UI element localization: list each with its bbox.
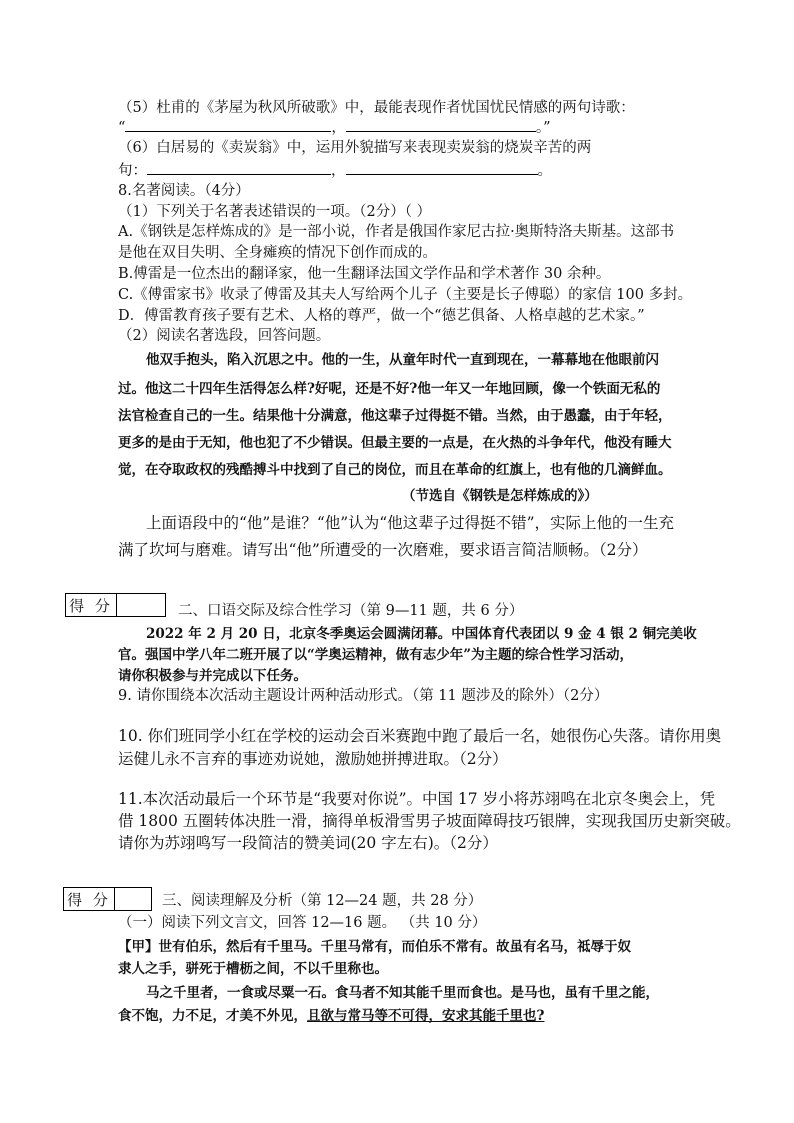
jia-line3: 马之千里者，一食或尽粟一石。食马者不知其能千里而食也。是马也，虽有千里之能，: [146, 985, 659, 1001]
q8-option-d: D．傅雷教育孩子要有艺术、人格的尊严，做一个“德艺俱备、人格卓越的艺术家。”: [118, 308, 645, 324]
q8-sub2: （2）阅读名著选段，回答问题。: [118, 328, 331, 344]
q8-sub1: （1）下列关于名著表述错误的一项。（2分）（ ）: [118, 204, 432, 220]
q6-stem: （6）白居易的《卖炭翁》中，运用外貌描写来表现卖炭翁的烧炭辛苦的两: [118, 140, 592, 156]
passage-line: 法官检查自己的一生。结果他十分满意，他这辈子过得挺不错。当然，由于愚蠢，由于年轻，: [118, 408, 672, 424]
q8-question-line1: 上面语段中的“他”是谁？“他”认为“他这辈子过得挺不错”，实际上他的一生充: [146, 514, 675, 532]
q5-answer-line: [118, 117, 551, 138]
section2-intro-line3: 请你积极参与并完成以下任务。: [118, 668, 307, 684]
score-box-section3: [63, 887, 152, 911]
score-label: 得 分: [66, 594, 117, 616]
q6-comma: ，: [331, 163, 346, 179]
q6-blank-1[interactable]: [147, 160, 331, 175]
q6-blank-2[interactable]: [346, 160, 538, 175]
q9-text: 9. 请你围绕本次活动主题设计两种活动形式。（第 11 题涉及的除外）（2分）: [118, 688, 609, 704]
q5-blank-1[interactable]: [125, 117, 331, 132]
q5-close: 。”: [535, 120, 551, 136]
section3-title: 三、阅读理解及分析（第 12—24 题，共 28 分）: [162, 893, 483, 909]
q8-question-line2: 满了坎坷与磨难。请写出“他”所遭受的一次磨难，要求语言简洁顺畅。（2分）: [118, 541, 648, 559]
passage-line: 更多的是由于无知，他也犯了不少错误。但最主要的一点是，在火热的斗争年代，他没有睡大: [118, 435, 672, 451]
q8-option-a-line1: A.《钢铁是怎样炼成的》是一部小说，作者是俄国作家尼古拉·奥斯特洛夫斯基。这部书: [118, 224, 675, 240]
q8-option-c: C.《傅雷家书》收录了傅雷及其夫人写给两个儿子（主要是长子傅聪）的家信 100 多封。: [118, 287, 693, 303]
section2-title: 二、口语交际及综合性学习（第 9—11 题，共 6 分）: [178, 603, 524, 619]
passage-line: 他双手抱头，陷入沉思之中。他的一生，从童年时代一直到现在，一幕幕地在他眼前闪: [146, 352, 659, 368]
q5-blank-2[interactable]: [346, 117, 536, 132]
q8-title: 8.名著阅读。（4分）: [118, 183, 250, 199]
score-value-cell[interactable]: [117, 594, 165, 616]
q6-answer-line: [118, 160, 552, 181]
passage-line: 过。他这二十四年生活得怎么样?好呢，还是不好?他一年又一年地回顾，像一个铁面无私的: [118, 381, 661, 397]
q11-line2: 借 1800 五圈转体决胜一滑，摘得单板滑雪男子坡面障碍技巧银牌，实现我国历史新突破。: [118, 812, 741, 830]
score-box-section2: [65, 593, 166, 617]
section2-intro-line1: 2022 年 2 月 20 日，北京冬季奥运会圆满闭幕。中国体育代表团以 9 金 4 银 2 铜完美收: [146, 626, 697, 642]
q10-line1: 10. 你们班同学小红在学校的运动会百米赛跑中跑了最后一名，她很伤心失落。请你用奥: [118, 727, 722, 745]
passage-source: （节选自《钢铁是怎样炼成的》）: [402, 488, 598, 504]
q5-open-quote: “: [118, 120, 126, 136]
q8-option-b: B.傅雷是一位杰出的翻译家，他一生翻译法国文学作品和学术著作 30 余种。: [118, 266, 611, 282]
section2-intro-line2: 官。强国中学八年二班开展了以“学奥运精神，做有志少年”为主题的综合性学习活动，: [118, 647, 634, 663]
jia-line1: 【甲】世有伯乐，然后有千里马。千里马常有，而伯乐不常有。故虽有名马，祗辱于奴: [118, 939, 631, 955]
q11-line1: 11.本次活动最后一个环节是“我要对你说”。中国 17 岁小将苏翊鸣在北京冬奥会上，凭: [118, 790, 716, 808]
q6-cont: 句：: [118, 163, 147, 179]
section3-sub1: （一）阅读下列文言文，回答 12—16 题。 （共 10 分）: [118, 915, 487, 931]
jia-line2: 隶人之手，骈死于槽枥之间，不以千里称也。: [118, 961, 388, 977]
jia-line4-underlined: 且欲与常马等不可得，安求其能千里也?: [307, 1008, 545, 1024]
jia-line4-text: 食不饱，力不足，才美不外见，: [118, 1008, 307, 1024]
passage-line: 觉，在夺取政权的残酷搏斗中找到了自己的岗位，而且在革命的红旗上，也有他的几滴鲜血。: [118, 462, 672, 478]
score-value-cell[interactable]: [115, 888, 151, 910]
q8-option-a-line2: 是他在双目失明、全身瘫痪的情况下创作而成的。: [118, 245, 437, 261]
q11-line3: 请你为苏翊鸣写一段简洁的赞美词(20 字左右)。（2分）: [118, 834, 498, 852]
score-label: 得 分: [64, 888, 115, 910]
q5-stem: （5）杜甫的《茅屋为秋风所破歌》中，最能表现作者忧国忧民情感的两句诗歌：: [118, 100, 635, 116]
q10-line2: 运健儿永不言弃的事迹劝说她，激励她拼搏进取。（2分）: [118, 750, 508, 768]
q5-comma: ，: [331, 120, 346, 136]
q6-end: 。: [537, 163, 552, 179]
jia-line4: [118, 1006, 544, 1026]
